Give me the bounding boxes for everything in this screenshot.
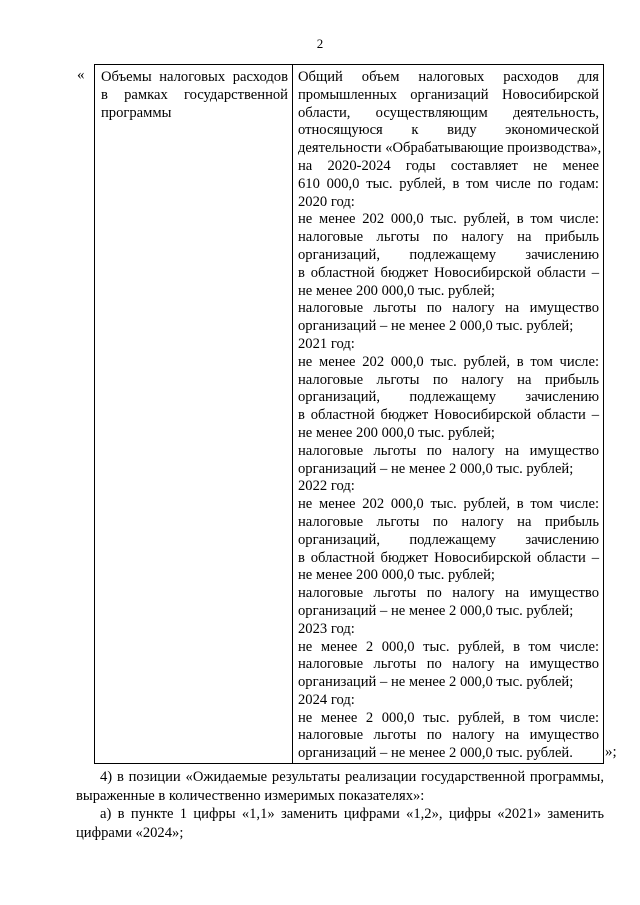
table-content-line: налоговые льготы по налогу на прибыль [298,371,599,388]
table-content-line: в областной бюджет Новосибирской области – [298,264,599,281]
table-content-line: в областной бюджет Новосибирской области – [298,549,599,566]
table-content-line: не менее 200 000,0 тыс. рублей; [298,567,495,584]
amendment-text [76,768,604,842]
table-content-line: налоговые льготы по налогу на прибыль [298,229,599,246]
table-content-line: не менее 202 000,0 тыс. рублей, в том числе: [298,211,599,228]
table-content-line: организаций – не менее 2 000,0 тыс. рублей; [298,674,574,691]
column-divider [292,65,293,763]
table-content-line: налоговые льготы по налогу на имущество [298,656,599,673]
table-content-line: деятельности «Обрабатывающие производства», [298,140,602,157]
table-content-line: промышленных организаций Новосибирской [298,86,599,103]
table-cell-content [298,69,602,763]
table-cell-heading: Объемы налоговых расходов в рамках государственной программы [101,69,288,121]
table-content-line: организаций, подлежащему зачислению [298,246,599,263]
table-content-line: 2021 год: [298,335,355,352]
table-content-line: организаций – не менее 2 000,0 тыс. рублей; [298,318,574,335]
page-number: 2 [316,36,324,51]
table-content-line: организаций – не менее 2 000,0 тыс. рублей; [298,460,574,477]
table-content-line: в областной бюджет Новосибирской области – [298,407,599,424]
table-content-line: не менее 200 000,0 тыс. рублей; [298,282,495,299]
table-content-line: организаций, подлежащему зачислению [298,389,599,406]
table-content-line: налоговые льготы по налогу на прибыль [298,513,599,530]
table-content-line: организаций – не менее 2 000,0 тыс. рублей; [298,602,574,619]
table-content-line: не менее 202 000,0 тыс. рублей, в том числе: [298,353,599,370]
amendment-paragraph-4: 4) в позиции «Ожидаемые результаты реализации государственной программы, выраженные в количественно измеримых показателях»: [76,769,604,804]
table-content-line: налоговые льготы по налогу на имущество [298,442,599,459]
table-content-line: области, осуществляющим деятельность, [298,104,599,121]
table-content-line: 2024 год: [298,691,355,708]
table-content-line: относящуюся к виду экономической [298,122,599,139]
table-content-line: не менее 2 000,0 тыс. рублей, в том числе: [298,709,599,726]
table-content-line: Общий объем налоговых расходов для [298,69,599,85]
table-content-line: 2022 год: [298,478,355,495]
table-content-line: 2020 год: [298,193,355,210]
table-content-line: организаций, подлежащему зачислению [298,531,599,548]
table-content-line: 610 000,0 тыс. рублей, в том числе по годам: [298,175,599,192]
table-content-line: налоговые льготы по налогу на имущество [298,727,599,744]
table-content-line: на 2020-2024 годы составляет не менее [298,157,599,174]
tax-expenditure-table [94,64,604,764]
table-content-line: налоговые льготы по налогу на имущество [298,300,599,317]
table-content-line: налоговые льготы по налогу на имущество [298,585,599,602]
table-content-line: не менее 200 000,0 тыс. рублей; [298,424,495,441]
closing-quote: »; [605,744,617,760]
table-content-line: не менее 202 000,0 тыс. рублей, в том числе: [298,496,599,513]
table-content-line: организаций – не менее 2 000,0 тыс. рублей. [298,745,573,762]
table-content-line: 2023 год: [298,620,355,637]
amendment-paragraph-a: а) в пункте 1 цифры «1,1» заменить цифрами «1,2», цифры «2021» заменить цифрами «2024»; [76,806,604,841]
opening-quote: « [77,67,85,83]
table-content-line: не менее 2 000,0 тыс. рублей, в том числе: [298,638,599,655]
